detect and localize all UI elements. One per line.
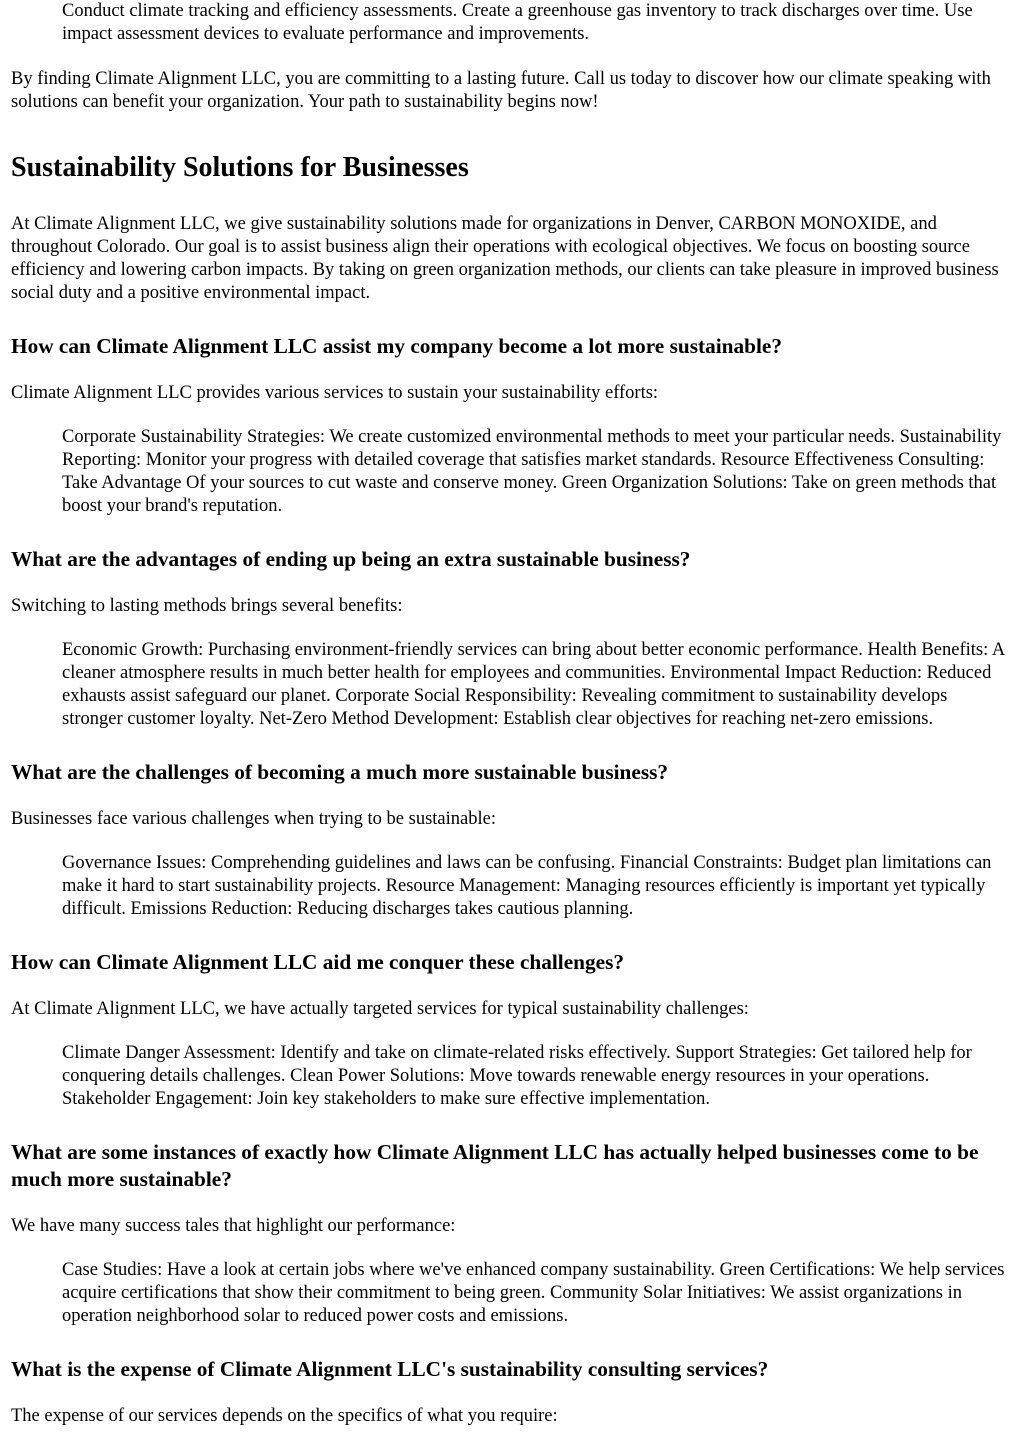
page-heading: Sustainability Solutions for Businesses	[11, 152, 469, 183]
faq-details-3: Governance Issues: Comprehending guidelines and laws can be confusing. Financial Constraints: Budget plan limitations can make it hard to start sustainability projects. Resource Management: Managing resources efficiently is important yet typically difficult. Emissions Reduction: Reducing discharges takes cautious planning.	[62, 853, 992, 919]
heading-paragraph: At Climate Alignment LLC, we give sustainability solutions made for organizations in Denver, CARBON MONOXIDE, and throughout Colorado. Our goal is to assist business align their operations with ecological objectives. We focus on boosting source efficiency and lowering carbon impacts. By taking on green organization methods, our clients can take pleasure in improved business social duty and a positive environmental impact.	[11, 214, 999, 303]
faq-intro-1: Climate Alignment LLC provides various services to sustain your sustainability efforts:	[11, 383, 659, 403]
closing-paragraph: By finding Climate Alignment LLC, you are committing to a lasting future. Call us today to discover how our climate speaking with solutions can benefit your organization. Your path to sustainability begins now!	[11, 69, 991, 112]
intro-blockquote: Conduct climate tracking and efficiency assessments. Create a greenhouse gas inventory to track discharges over time. Use impact assessment devices to evaluate performance and improvements.	[62, 1, 973, 44]
faq-question-2: What are the advantages of ending up being an extra sustainable business?	[11, 547, 691, 571]
faq-intro-6: The expense of our services depends on the specifics of what you require:	[11, 1406, 558, 1426]
faq-details-1: Corporate Sustainability Strategies: We create customized environmental methods to meet your particular needs. Sustainability Reporting: Monitor your progress with detailed coverage that satisfies market standards. Resource Effectiveness Consulting: Take Advantage Of your sources to cut waste and conserve money. Green Organization Solutions: Take on green methods that boost your brand's reputation.	[62, 427, 1002, 516]
faq-intro-3: Businesses face various challenges when trying to be sustainable:	[11, 809, 496, 829]
faq-details-5: Case Studies: Have a look at certain jobs where we've enhanced company sustainability. Green Certifications: We help services acquire certifications that show their commitment to being green. Community Solar Initiatives: We assist organizations in operation neighborhood solar to reduced power costs and emissions.	[62, 1260, 1005, 1326]
faq-question-4: How can Climate Alignment LLC aid me conquer these challenges?	[11, 950, 625, 974]
faq-question-5: What are some instances of exactly how Climate Alignment LLC has actually helped businesses come to be much more sustainable?	[11, 1140, 979, 1191]
faq-intro-2: Switching to lasting methods brings several benefits:	[11, 596, 403, 616]
faq-details-4: Climate Danger Assessment: Identify and take on climate-related risks effectively. Support Strategies: Get tailored help for conquering details challenges. Clean Power Solutions: Move towards renewable energy resources in your operations. Stakeholder Engagement: Join key stakeholders to make sure effective implementation.	[62, 1043, 972, 1109]
faq-intro-5: We have many success tales that highlight our performance:	[11, 1216, 456, 1236]
faq-question-1: How can Climate Alignment LLC assist my company become a lot more sustainable?	[11, 334, 783, 358]
faq-question-6: What is the expense of Climate Alignment LLC's sustainability consulting services?	[11, 1357, 769, 1381]
faq-intro-4: At Climate Alignment LLC, we have actually targeted services for typical sustainability challenges:	[11, 999, 749, 1019]
faq-question-3: What are the challenges of becoming a much more sustainable business?	[11, 760, 669, 784]
faq-details-2: Economic Growth: Purchasing environment-friendly services can bring about better economic performance. Health Benefits: A cleaner atmosphere results in much better health for employees and communities. Environmental Impact Reduction: Reduced exhausts assist safeguard our planet. Corporate Social Responsibility: Revealing commitment to sustainability develops stronger customer loyalty. Net-Zero Method Development: Establish clear objectives for reaching net-zero emissions.	[62, 640, 1005, 729]
